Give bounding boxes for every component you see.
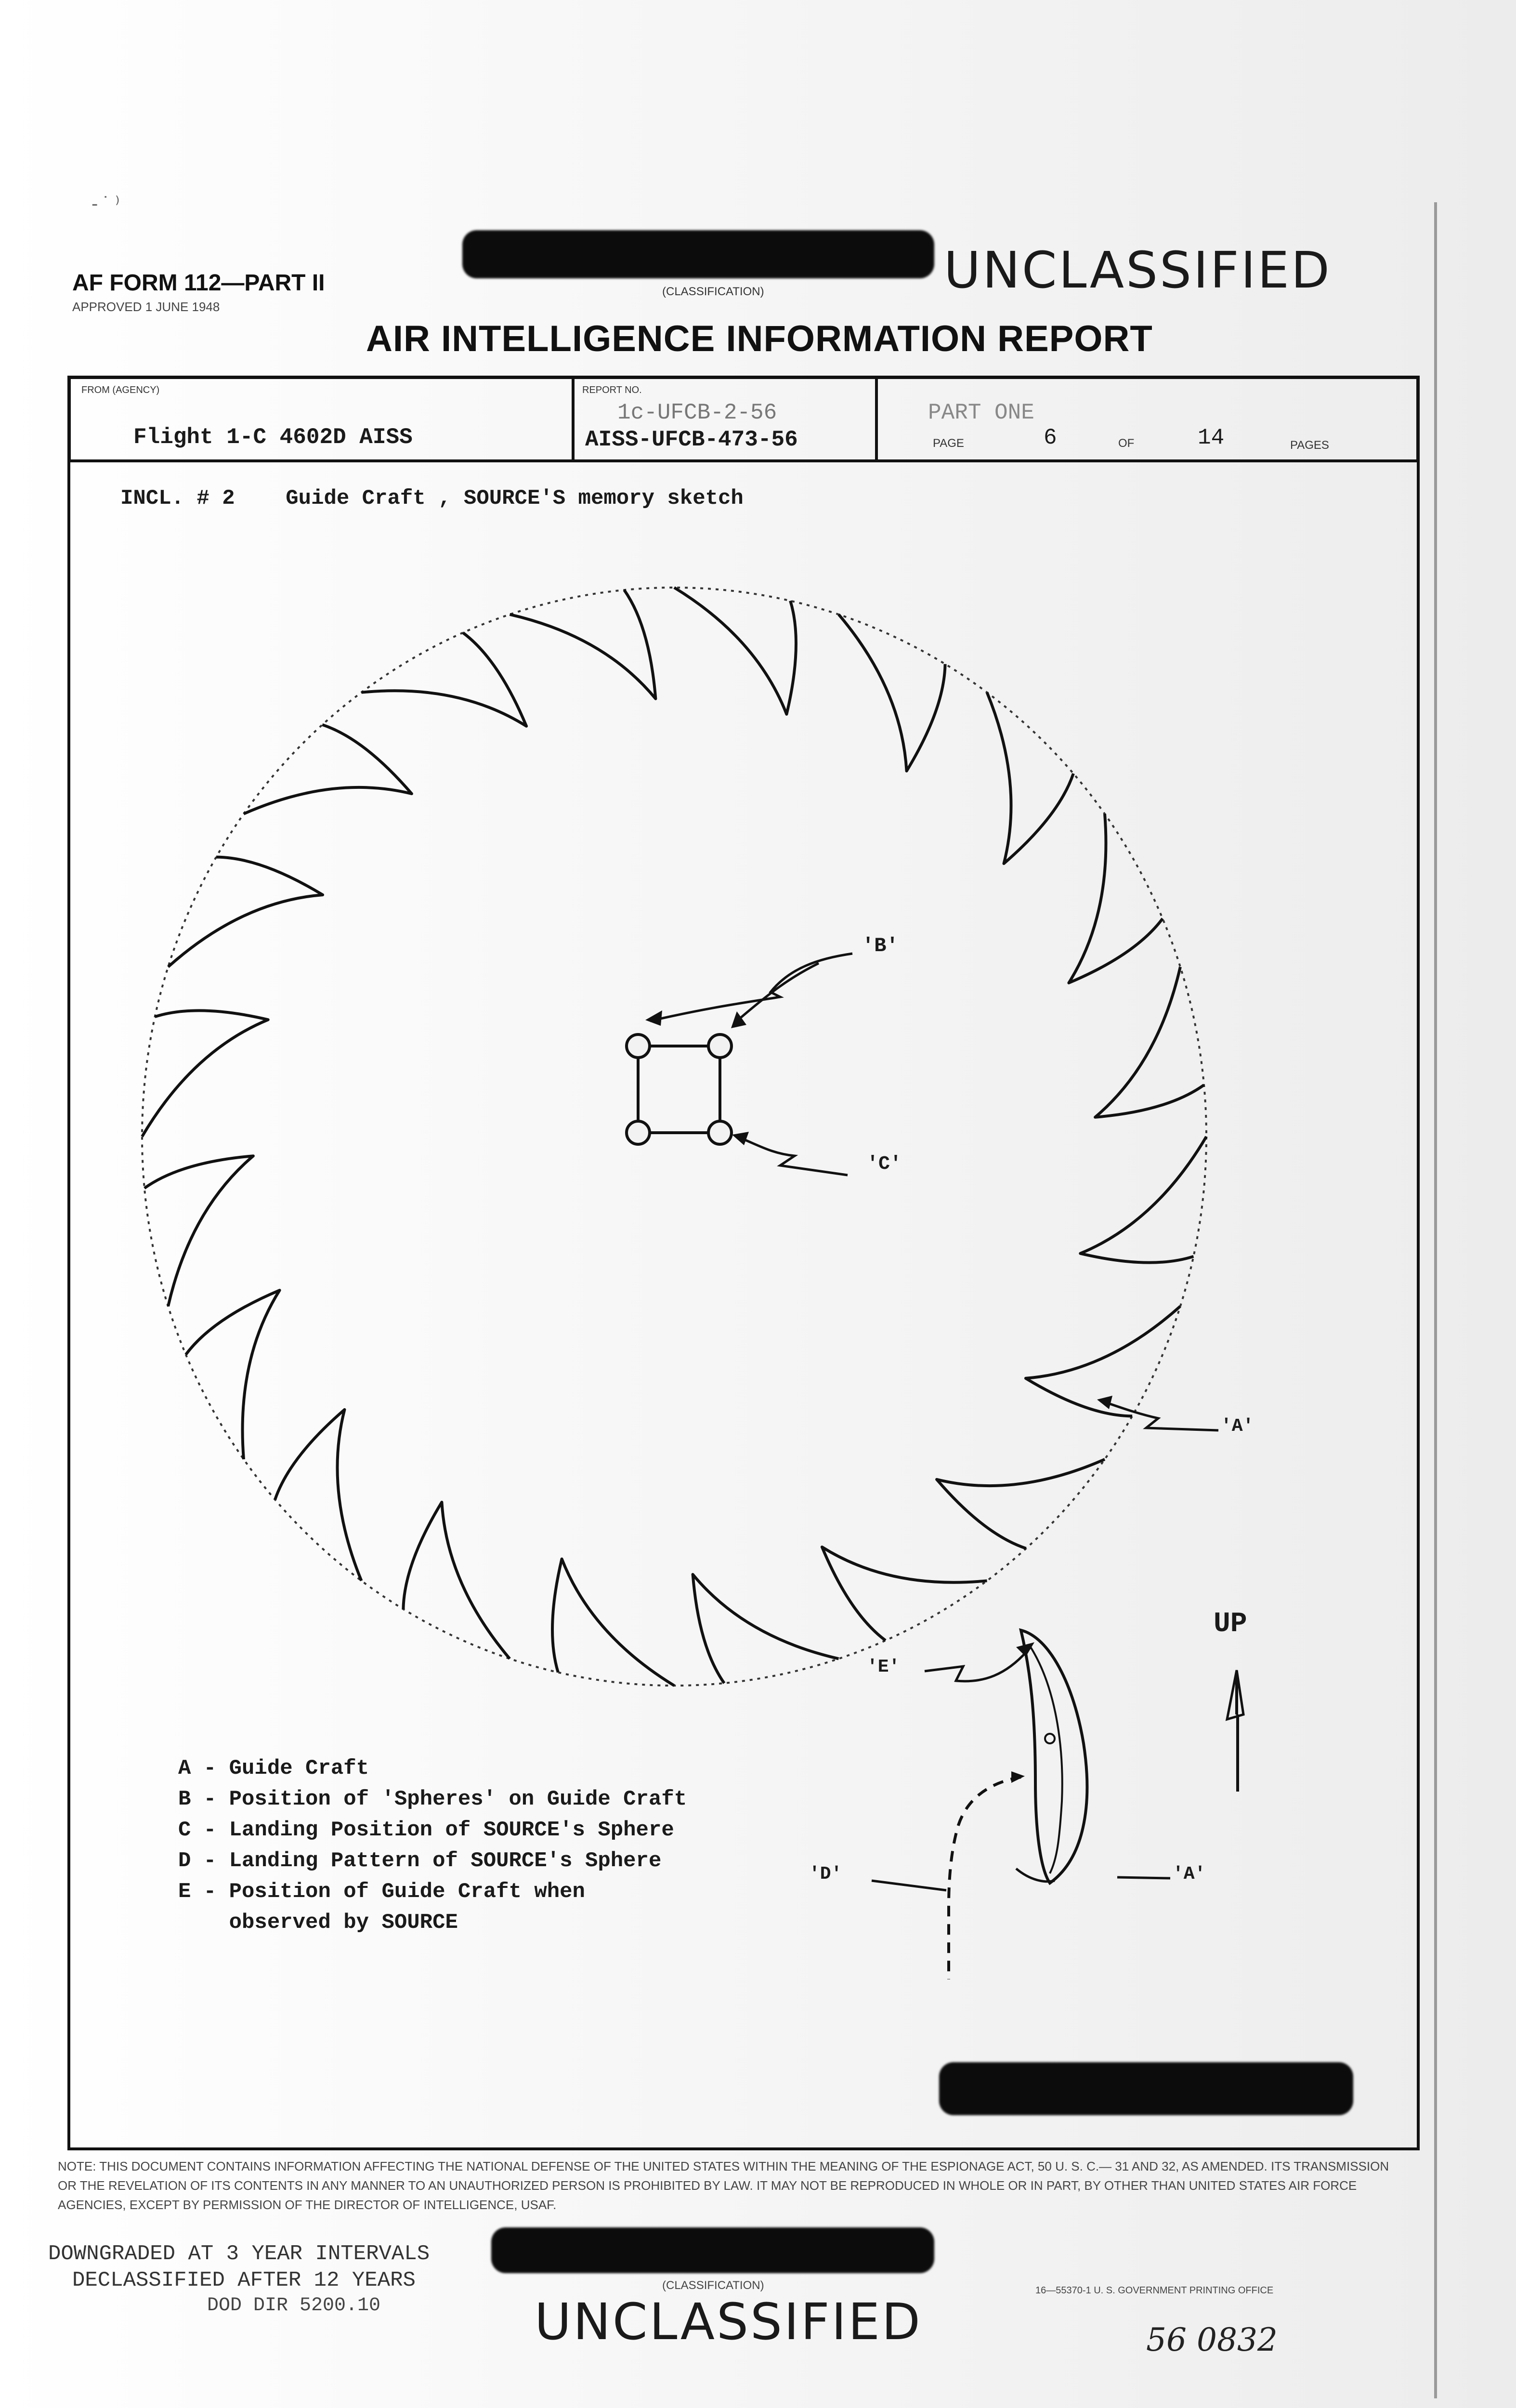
- callout-up: UP: [1214, 1609, 1247, 1640]
- approved-date: APPROVED 1 JUNE 1948: [72, 300, 220, 314]
- craft-outline: [142, 588, 1206, 1686]
- legend-item: observed by SOURCE: [178, 1911, 458, 1935]
- b-arrows: [650, 954, 852, 1021]
- from-value: Flight 1-C 4602D AISS: [133, 425, 413, 450]
- craft-vane: [693, 1574, 839, 1683]
- legend-item: B - Position of 'Spheres' on Guide Craft: [178, 1787, 687, 1811]
- legend-item: A - Guide Craft: [178, 1756, 369, 1780]
- page-corner-mark: ‑ ˙ ⁾: [91, 193, 120, 214]
- craft-vane: [1095, 967, 1204, 1117]
- legend-item: D - Landing Pattern of SOURCE's Sphere: [178, 1849, 662, 1873]
- footer-classification-stamp: UNCLASSIFIED: [535, 2292, 922, 2351]
- craft-vane: [244, 725, 412, 814]
- craft-vane: [1069, 814, 1163, 983]
- craft-vane: [987, 693, 1073, 864]
- craft-vane: [674, 588, 796, 714]
- downgrade-line2: DECLASSIFIED AFTER 12 YEARS: [72, 2268, 416, 2292]
- classification-stamp: UNCLASSIFIED: [944, 241, 1332, 300]
- a-small-pointer: [1117, 1877, 1170, 1878]
- b-arrowhead-1: [645, 1010, 662, 1026]
- sphere-4: [708, 1121, 732, 1144]
- craft-vane: [1080, 1137, 1206, 1263]
- of-value: 14: [1198, 425, 1225, 450]
- legend-item: C - Landing Position of SOURCE's Sphere: [178, 1818, 674, 1842]
- e-arrow: [925, 1647, 1031, 1681]
- page-value: 6: [1044, 425, 1057, 450]
- classification-label: (CLASSIFICATION): [662, 285, 764, 298]
- pages-label: PAGES: [1290, 439, 1329, 452]
- sphere-3: [627, 1121, 650, 1144]
- craft-vane: [362, 633, 527, 726]
- report-no-line1: 1c-UFCB-2-56: [617, 400, 777, 425]
- d-landing-path: [949, 1777, 1021, 1979]
- craft-vane: [552, 1559, 674, 1686]
- handwritten-number: 56 0832: [1146, 2321, 1278, 2358]
- craft-vane: [275, 1410, 361, 1581]
- side-view-dot: [1045, 1734, 1055, 1743]
- sphere-2: [708, 1034, 732, 1058]
- craft-vane: [168, 857, 323, 967]
- a-arrowhead: [1097, 1396, 1112, 1409]
- craft-vane: [937, 1459, 1105, 1548]
- callout-c: 'C': [867, 1153, 902, 1175]
- redaction-bar: [939, 2062, 1353, 2115]
- callout-a-main: 'A': [1221, 1416, 1254, 1437]
- legend-item: E - Position of Guide Craft when: [178, 1880, 585, 1904]
- footer-classification-label: (CLASSIFICATION): [662, 2279, 764, 2292]
- craft-vane: [822, 1547, 987, 1640]
- footer-note: NOTE: THIS DOCUMENT CONTAINS INFORMATION AFFECTING THE NATIONAL DEFENSE OF THE UNITED STATES WITHIN THE MEANING OF THE ESPIONAGE ACT, 50 U. S. C.— 31 AND 32, AS AMENDED. ITS TRANSMISSION OR THE REVELATION OF ITS CONTENTS IN ANY MANNER TO AN UNAUTHORIZED PERSON IS PROHIBITED BY LAW. IT MAY NOT BE REPRODUCED IN WHOLE OR IN PART, BY OTHER THAN UNITED STATES AIR FORCE AGENCIES, EXCEPT BY PERMISSION OF THE DIRECTOR OF INTELLIGENCE, USAF.: [58, 2159, 1389, 2212]
- incl-title: INCL. # 2 Guide Craft , SOURCE'S memory sketch: [120, 486, 744, 510]
- redaction-bar: [491, 2227, 934, 2273]
- callout-b: 'B': [862, 934, 899, 957]
- report-no-line2: AISS-UFCB-473-56: [585, 427, 798, 452]
- report-title: AIR INTELLIGENCE INFORMATION REPORT: [366, 318, 1153, 359]
- report-no-label: REPORT NO.: [582, 385, 642, 395]
- legend: [178, 1753, 687, 1938]
- downgrade-line3: DOD DIR 5200.10: [207, 2295, 381, 2316]
- craft-vane: [839, 615, 945, 771]
- sphere-square: [627, 1034, 732, 1144]
- callout-a-small: 'A': [1173, 1864, 1206, 1885]
- of-label: OF: [1118, 437, 1135, 450]
- sphere-1: [627, 1034, 650, 1058]
- craft-vanes: [142, 588, 1206, 1686]
- from-label: FROM (AGENCY): [81, 385, 160, 395]
- page-label: PAGE: [933, 437, 964, 450]
- craft-vane: [186, 1290, 280, 1459]
- craft-vane: [142, 1010, 268, 1137]
- callout-e: 'E': [867, 1657, 900, 1677]
- printing-office: 16—55370-1 U. S. GOVERNMENT PRINTING OFFICE: [1035, 2285, 1274, 2296]
- craft-vane: [403, 1502, 510, 1659]
- c-arrowhead: [732, 1132, 749, 1145]
- form-id: AF FORM 112—PART II: [72, 270, 325, 296]
- callout-d: 'D': [809, 1864, 842, 1885]
- downgrade-line1: DOWNGRADED AT 3 YEAR INTERVALS: [48, 2242, 430, 2266]
- craft-vane: [510, 590, 656, 699]
- c-arrow: [737, 1137, 848, 1175]
- d-arrowhead: [1011, 1771, 1025, 1783]
- side-view-craft: [1021, 1630, 1087, 1883]
- d-pointer: [872, 1881, 946, 1890]
- part-value: PART ONE: [928, 400, 1034, 425]
